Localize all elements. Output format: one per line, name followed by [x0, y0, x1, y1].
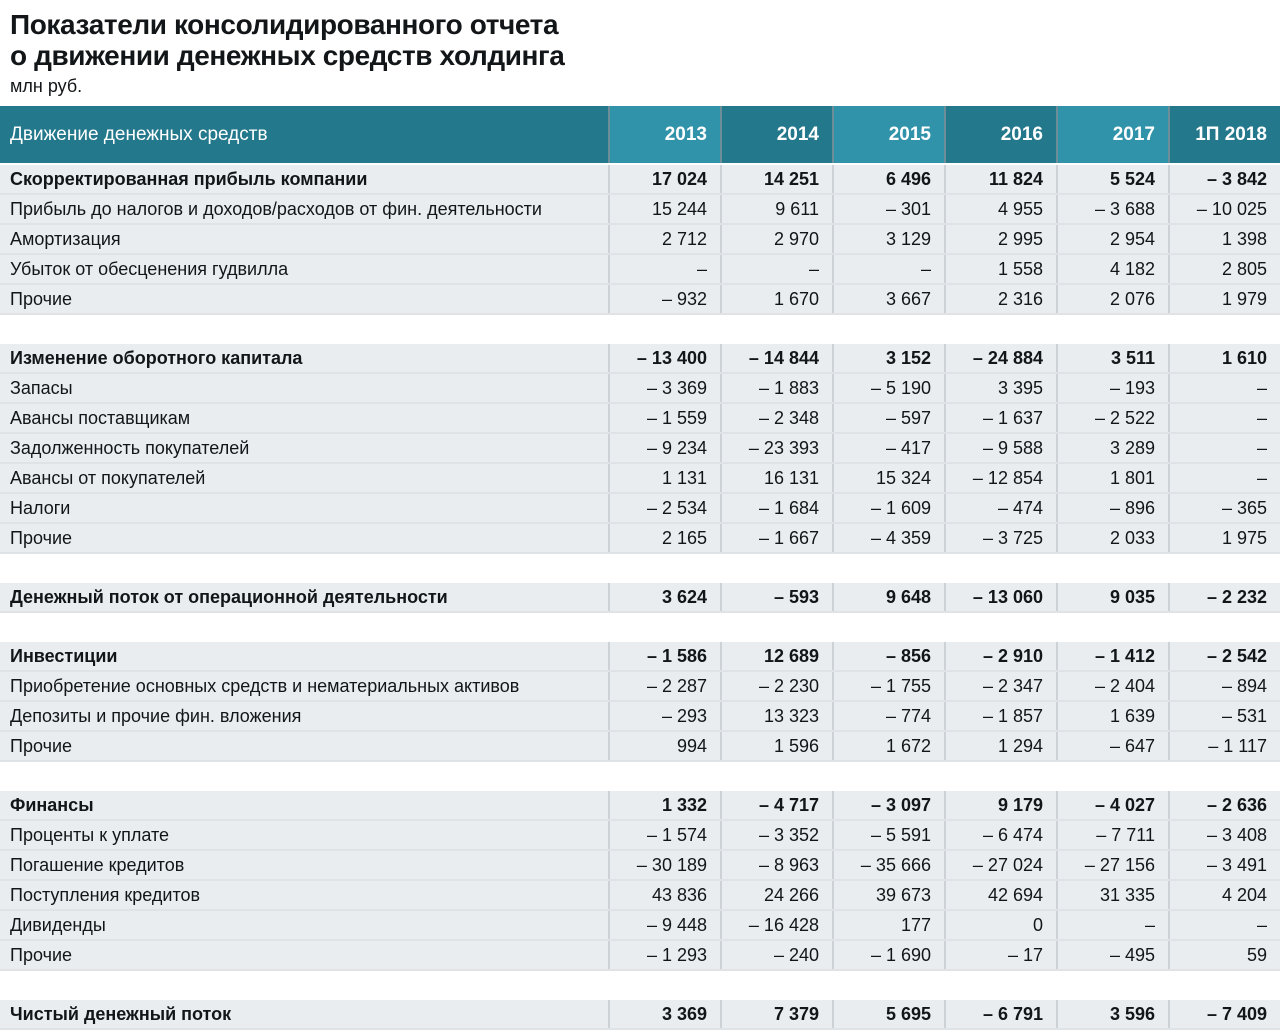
- row-label: Погашение кредитов: [0, 851, 608, 879]
- column-header-year: 2016: [944, 106, 1056, 163]
- row-value: 1 596: [720, 732, 832, 760]
- row-value: – 240: [720, 941, 832, 969]
- row-value: 2 165: [608, 524, 720, 552]
- row-value: 994: [608, 732, 720, 760]
- row-value: 2 954: [1056, 225, 1168, 253]
- page-title: [10, 9, 1270, 71]
- row-value: – 1 586: [608, 642, 720, 670]
- table-section: [0, 642, 1280, 762]
- row-label: Изменение оборотного капитала: [0, 344, 608, 372]
- row-value: 4 204: [1168, 881, 1280, 909]
- row-value: 1 670: [720, 285, 832, 313]
- row-value: 1 975: [1168, 524, 1280, 552]
- row-value: 15 244: [608, 195, 720, 223]
- row-value: – 10 025: [1168, 195, 1280, 223]
- row-label: Проценты к уплате: [0, 821, 608, 849]
- row-value: 1 801: [1056, 464, 1168, 492]
- row-value: 0: [944, 911, 1056, 939]
- row-label: Денежный поток от операционной деятельности: [0, 583, 608, 611]
- row-value: – 30 189: [608, 851, 720, 879]
- row-value: 6 496: [832, 165, 944, 193]
- row-value: – 597: [832, 404, 944, 432]
- row-value: – 27 024: [944, 851, 1056, 879]
- row-label: Прочие: [0, 941, 608, 969]
- row-value: – 5 591: [832, 821, 944, 849]
- column-header-year: 2013: [608, 106, 720, 163]
- row-value: – 6 791: [944, 1000, 1056, 1028]
- row-label: Амортизация: [0, 225, 608, 253]
- title-block: [0, 0, 1280, 97]
- row-value: – 3 408: [1168, 821, 1280, 849]
- table-row: [0, 344, 1280, 374]
- row-value: 2 995: [944, 225, 1056, 253]
- row-label: Задолженность покупателей: [0, 434, 608, 462]
- row-label: Авансы от покупателей: [0, 464, 608, 492]
- row-value: – 9 588: [944, 434, 1056, 462]
- table-row: [0, 851, 1280, 881]
- row-value: –: [1056, 911, 1168, 939]
- row-value: 2 805: [1168, 255, 1280, 283]
- row-value: – 13 400: [608, 344, 720, 372]
- row-value: – 1 883: [720, 374, 832, 402]
- table-row: [0, 911, 1280, 941]
- row-value: – 1 667: [720, 524, 832, 552]
- row-value: – 3 352: [720, 821, 832, 849]
- row-label: Приобретение основных средств и нематериальных активов: [0, 672, 608, 700]
- row-value: 1 639: [1056, 702, 1168, 730]
- row-value: 9 611: [720, 195, 832, 223]
- row-value: –: [832, 255, 944, 283]
- row-value: 43 836: [608, 881, 720, 909]
- row-value: – 1 574: [608, 821, 720, 849]
- row-value: – 301: [832, 195, 944, 223]
- row-value: 15 324: [832, 464, 944, 492]
- row-value: – 894: [1168, 672, 1280, 700]
- table-body: [0, 165, 1280, 1030]
- row-value: – 2 287: [608, 672, 720, 700]
- table-row: [0, 791, 1280, 821]
- row-value: – 1 293: [608, 941, 720, 969]
- row-value: – 1 755: [832, 672, 944, 700]
- row-label: Чистый денежный поток: [0, 1000, 608, 1028]
- page-title-line1: Показатели консолидированного отчета: [10, 9, 559, 40]
- row-label: Прочие: [0, 732, 608, 760]
- row-label: Скорректированная прибыль компании: [0, 165, 608, 193]
- row-value: 2 712: [608, 225, 720, 253]
- table-row: [0, 434, 1280, 464]
- row-value: – 23 393: [720, 434, 832, 462]
- row-value: 1 610: [1168, 344, 1280, 372]
- row-value: – 2 230: [720, 672, 832, 700]
- row-label: Авансы поставщикам: [0, 404, 608, 432]
- row-value: 7 379: [720, 1000, 832, 1028]
- column-header-year: 1П 2018: [1168, 106, 1280, 163]
- row-value: 17 024: [608, 165, 720, 193]
- row-value: – 4 717: [720, 791, 832, 819]
- row-value: – 1 690: [832, 941, 944, 969]
- row-value: 11 824: [944, 165, 1056, 193]
- row-label: Прочие: [0, 524, 608, 552]
- row-value: – 5 190: [832, 374, 944, 402]
- row-value: – 293: [608, 702, 720, 730]
- row-value: – 9 234: [608, 434, 720, 462]
- units-label: млн руб.: [10, 76, 83, 96]
- row-value: 1 294: [944, 732, 1056, 760]
- row-value: – 365: [1168, 494, 1280, 522]
- row-value: 3 395: [944, 374, 1056, 402]
- row-value: 1 672: [832, 732, 944, 760]
- column-header-year: 2017: [1056, 106, 1168, 163]
- row-value: 2 316: [944, 285, 1056, 313]
- row-value: 9 179: [944, 791, 1056, 819]
- column-header-year: 2014: [720, 106, 832, 163]
- row-value: 3 129: [832, 225, 944, 253]
- row-label: Поступления кредитов: [0, 881, 608, 909]
- row-value: 4 955: [944, 195, 1056, 223]
- table-row: [0, 941, 1280, 971]
- row-value: – 474: [944, 494, 1056, 522]
- row-value: – 14 844: [720, 344, 832, 372]
- row-value: 2 076: [1056, 285, 1168, 313]
- table-row: [0, 494, 1280, 524]
- table-row: [0, 464, 1280, 494]
- row-value: – 35 666: [832, 851, 944, 879]
- table-row: [0, 374, 1280, 404]
- row-value: – 495: [1056, 941, 1168, 969]
- row-value: – 3 369: [608, 374, 720, 402]
- row-value: 3 624: [608, 583, 720, 611]
- row-value: – 1 117: [1168, 732, 1280, 760]
- row-value: 1 131: [608, 464, 720, 492]
- row-value: – 3 725: [944, 524, 1056, 552]
- row-value: 3 667: [832, 285, 944, 313]
- table-section: [0, 583, 1280, 613]
- row-value: – 1 684: [720, 494, 832, 522]
- row-value: – 896: [1056, 494, 1168, 522]
- row-value: – 932: [608, 285, 720, 313]
- row-value: – 9 448: [608, 911, 720, 939]
- row-value: 5 524: [1056, 165, 1168, 193]
- row-value: – 6 474: [944, 821, 1056, 849]
- row-value: 1 979: [1168, 285, 1280, 313]
- row-value: –: [1168, 464, 1280, 492]
- row-value: – 4 027: [1056, 791, 1168, 819]
- row-value: –: [720, 255, 832, 283]
- row-value: 4 182: [1056, 255, 1168, 283]
- row-value: –: [1168, 434, 1280, 462]
- row-value: – 2 404: [1056, 672, 1168, 700]
- row-label: Инвестиции: [0, 642, 608, 670]
- row-label: Убыток от обесценения гудвилла: [0, 255, 608, 283]
- row-value: 42 694: [944, 881, 1056, 909]
- row-value: – 193: [1056, 374, 1168, 402]
- row-value: –: [608, 255, 720, 283]
- row-value: 2 033: [1056, 524, 1168, 552]
- row-label: Налоги: [0, 494, 608, 522]
- table-section: [0, 1000, 1280, 1030]
- table-row: [0, 702, 1280, 732]
- row-value: 1 558: [944, 255, 1056, 283]
- table-header-label: Движение денежных средств: [0, 106, 608, 163]
- row-value: – 1 412: [1056, 642, 1168, 670]
- row-value: –: [1168, 404, 1280, 432]
- row-label: Депозиты и прочие фин. вложения: [0, 702, 608, 730]
- row-label: Дивиденды: [0, 911, 608, 939]
- row-value: – 417: [832, 434, 944, 462]
- table-row: [0, 821, 1280, 851]
- table-row: [0, 732, 1280, 762]
- row-value: 14 251: [720, 165, 832, 193]
- table-row: [0, 524, 1280, 554]
- table-row: [0, 881, 1280, 911]
- row-value: – 3 097: [832, 791, 944, 819]
- table-row: [0, 225, 1280, 255]
- row-value: 3 596: [1056, 1000, 1168, 1028]
- row-value: – 8 963: [720, 851, 832, 879]
- row-value: – 3 491: [1168, 851, 1280, 879]
- row-value: 1 332: [608, 791, 720, 819]
- row-value: 3 369: [608, 1000, 720, 1028]
- row-value: – 27 156: [1056, 851, 1168, 879]
- row-value: –: [1168, 374, 1280, 402]
- row-label: Финансы: [0, 791, 608, 819]
- table-section: [0, 791, 1280, 971]
- table-row: [0, 672, 1280, 702]
- row-value: –: [1168, 911, 1280, 939]
- row-value: – 4 359: [832, 524, 944, 552]
- row-value: 59: [1168, 941, 1280, 969]
- row-value: – 2 348: [720, 404, 832, 432]
- table-row: [0, 583, 1280, 613]
- table-row: [0, 404, 1280, 434]
- row-value: – 1 637: [944, 404, 1056, 432]
- row-value: 13 323: [720, 702, 832, 730]
- row-value: 3 152: [832, 344, 944, 372]
- row-value: – 7 409: [1168, 1000, 1280, 1028]
- row-value: – 13 060: [944, 583, 1056, 611]
- row-value: – 774: [832, 702, 944, 730]
- row-value: – 1 609: [832, 494, 944, 522]
- cash-flow-table: [0, 106, 1280, 1030]
- table-row: [0, 285, 1280, 315]
- row-value: 9 035: [1056, 583, 1168, 611]
- row-value: – 531: [1168, 702, 1280, 730]
- table-header-row: [0, 106, 1280, 163]
- row-value: – 2 636: [1168, 791, 1280, 819]
- table-row: [0, 255, 1280, 285]
- row-value: – 16 428: [720, 911, 832, 939]
- table-section: [0, 344, 1280, 554]
- row-value: 31 335: [1056, 881, 1168, 909]
- row-value: 39 673: [832, 881, 944, 909]
- row-value: – 24 884: [944, 344, 1056, 372]
- row-value: – 3 688: [1056, 195, 1168, 223]
- row-value: 2 970: [720, 225, 832, 253]
- row-value: – 647: [1056, 732, 1168, 760]
- row-value: – 856: [832, 642, 944, 670]
- table-section: [0, 165, 1280, 315]
- row-value: – 593: [720, 583, 832, 611]
- row-value: – 3 842: [1168, 165, 1280, 193]
- page-title-line2: о движении денежных средств холдинга: [10, 40, 565, 71]
- row-value: 1 398: [1168, 225, 1280, 253]
- row-value: 16 131: [720, 464, 832, 492]
- row-value: 177: [832, 911, 944, 939]
- row-value: 9 648: [832, 583, 944, 611]
- row-value: – 1 559: [608, 404, 720, 432]
- table-row: [0, 1000, 1280, 1030]
- row-value: – 12 854: [944, 464, 1056, 492]
- row-value: – 2 534: [608, 494, 720, 522]
- table-row: [0, 642, 1280, 672]
- table-row: [0, 165, 1280, 195]
- row-value: – 17: [944, 941, 1056, 969]
- table-row: [0, 195, 1280, 225]
- row-value: – 2 347: [944, 672, 1056, 700]
- row-value: – 2 522: [1056, 404, 1168, 432]
- row-value: – 7 711: [1056, 821, 1168, 849]
- row-value: 3 511: [1056, 344, 1168, 372]
- row-value: 12 689: [720, 642, 832, 670]
- row-value: – 2 542: [1168, 642, 1280, 670]
- row-value: – 1 857: [944, 702, 1056, 730]
- row-value: 24 266: [720, 881, 832, 909]
- row-label: Запасы: [0, 374, 608, 402]
- row-label: Прибыль до налогов и доходов/расходов от фин. деятельности: [0, 195, 608, 223]
- row-value: 3 289: [1056, 434, 1168, 462]
- row-value: 5 695: [832, 1000, 944, 1028]
- row-value: – 2 232: [1168, 583, 1280, 611]
- row-value: – 2 910: [944, 642, 1056, 670]
- column-header-year: 2015: [832, 106, 944, 163]
- row-label: Прочие: [0, 285, 608, 313]
